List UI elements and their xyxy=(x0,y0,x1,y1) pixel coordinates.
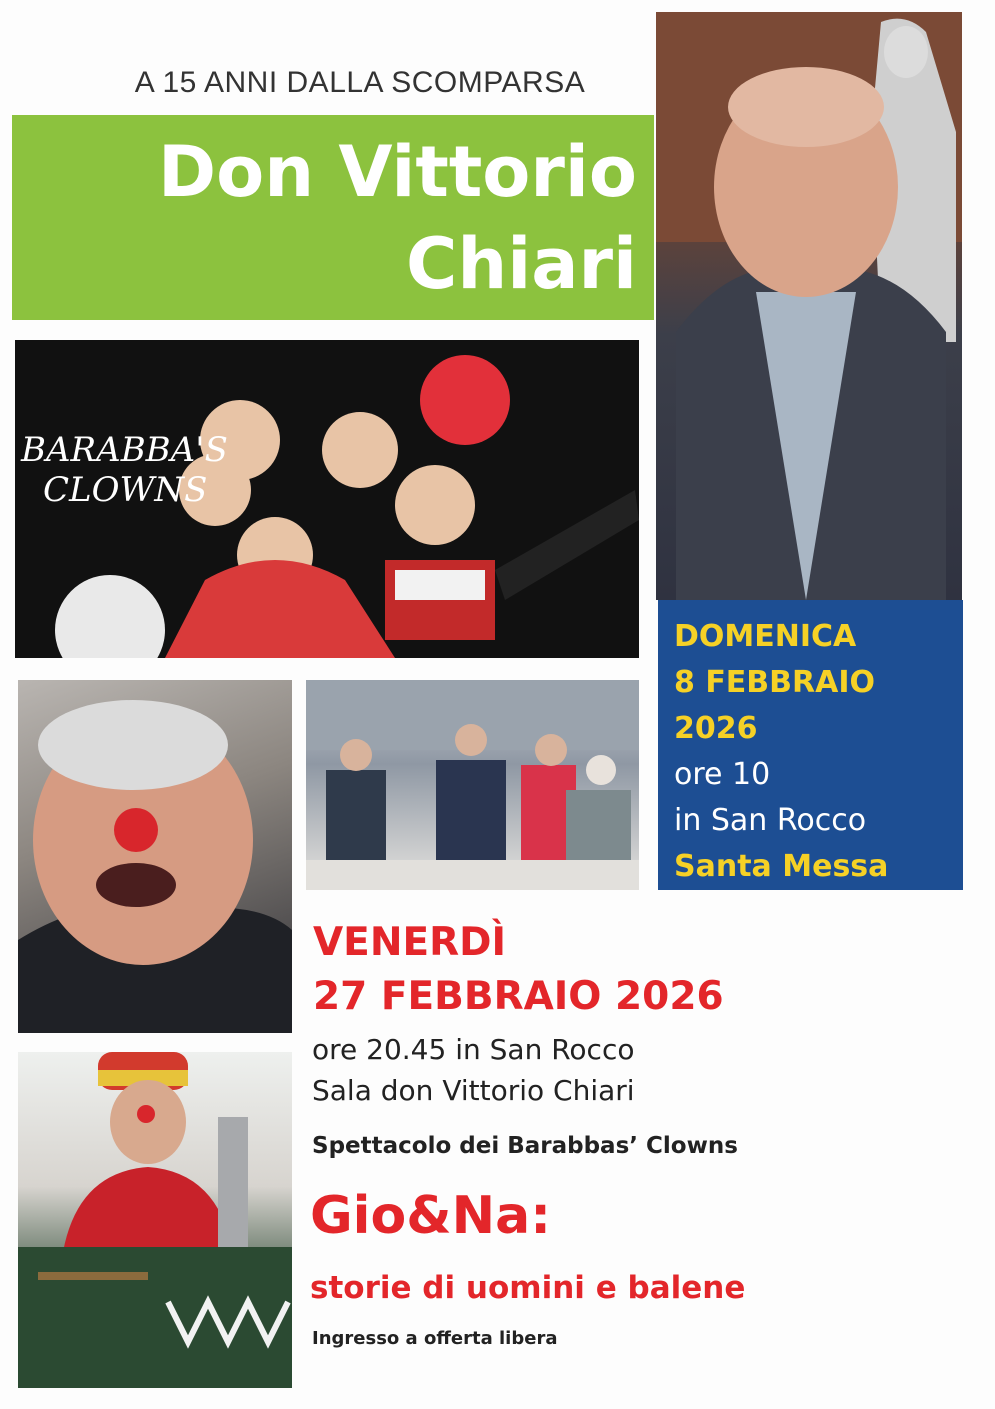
mass-day: DOMENICA xyxy=(674,619,857,654)
show-hall: Sala don Vittorio Chiari xyxy=(312,1074,635,1107)
title-line-1: Don Vittorio xyxy=(158,131,637,213)
show-day: VENERDÌ xyxy=(313,920,507,965)
clowns-group-photo xyxy=(15,340,639,658)
logo-line-1: BARABBA'S xyxy=(21,430,228,470)
clown-face-illustration xyxy=(18,680,292,1033)
entry-note: Ingresso a offerta libera xyxy=(312,1328,558,1349)
title-line-2: Chiari xyxy=(406,223,637,305)
mass-event: Santa Messa xyxy=(674,849,889,884)
mass-date: 8 FEBBRAIO xyxy=(674,665,876,700)
logo-caption xyxy=(21,430,228,510)
mass-info-box xyxy=(658,600,963,890)
show-title: Gio&Na: xyxy=(310,1186,551,1246)
clown-performer-photo xyxy=(18,1052,292,1388)
logo-line-2: CLOWNS xyxy=(43,470,208,510)
show-time-place: ore 20.45 in San Rocco xyxy=(312,1033,635,1066)
crowd-illustration xyxy=(306,680,639,890)
page-title xyxy=(12,126,637,310)
crowd-photo xyxy=(306,680,639,890)
mass-time: ore 10 xyxy=(674,757,771,792)
show-subtitle: storie di uomini e balene xyxy=(310,1270,746,1306)
show-company: Spettacolo dei Barabbas’ Clowns xyxy=(312,1133,738,1159)
portrait-photo xyxy=(656,12,962,600)
portrait-illustration xyxy=(656,12,962,600)
clown-face-photo xyxy=(18,680,292,1033)
clown-performer-illustration xyxy=(18,1052,292,1388)
show-date: 27 FEBBRAIO 2026 xyxy=(313,974,724,1019)
mass-place: in San Rocco xyxy=(674,803,867,838)
kicker-text: A 15 ANNI DALLA SCOMPARSA xyxy=(134,66,586,99)
mass-year: 2026 xyxy=(674,711,758,746)
